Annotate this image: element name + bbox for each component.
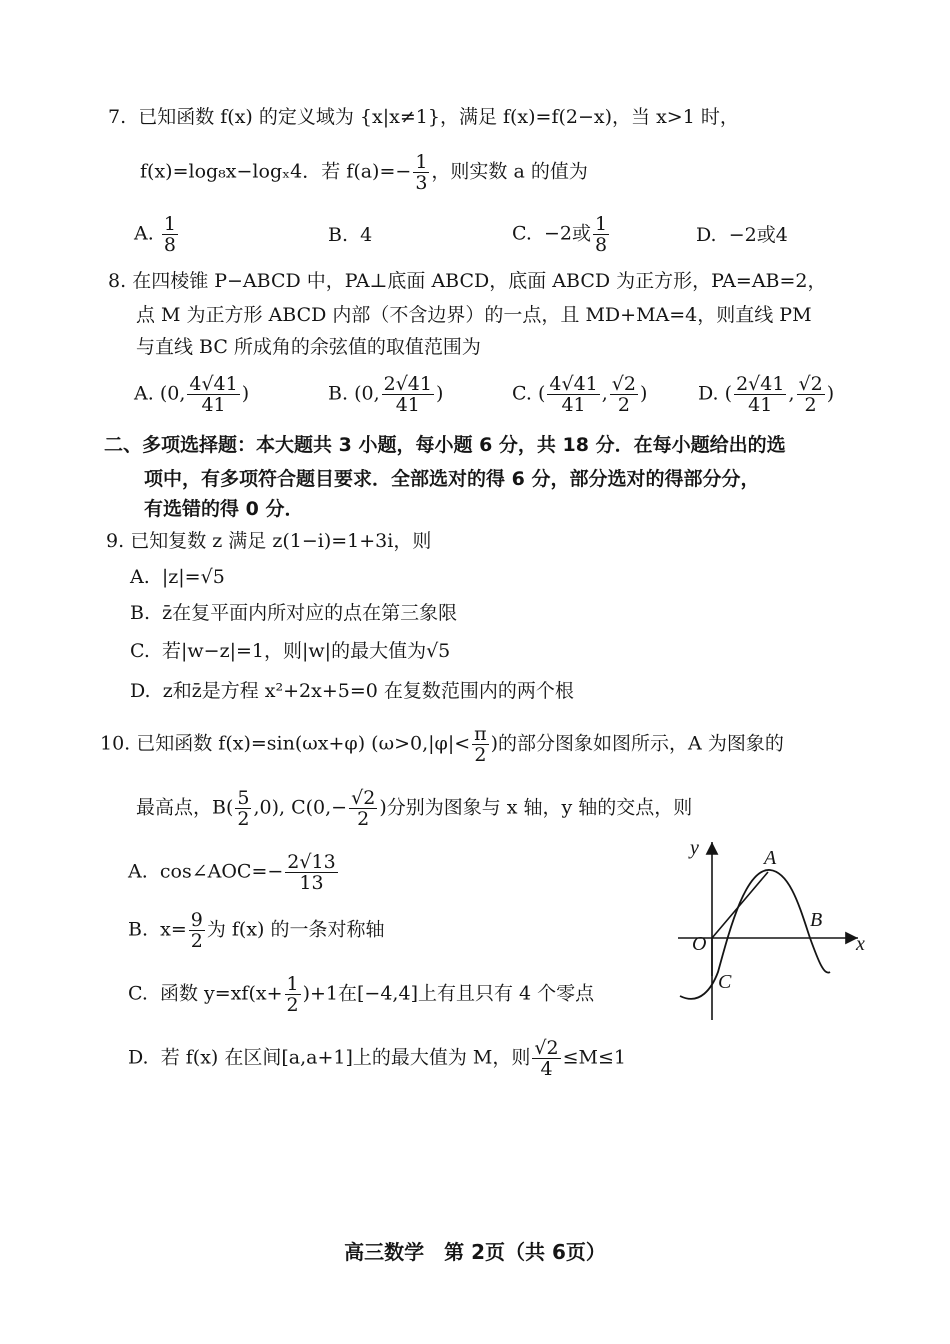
q10-option-a: A. cos∠AOC=− $\frac{2√13}{13}$ xyxy=(128,851,336,894)
q8-line3 xyxy=(136,334,481,360)
q8-option-b: B. (0, $\frac{2√41}{41}$ ) xyxy=(328,373,444,416)
page-footer: 高三数学 第 2页（共 6页） xyxy=(344,1240,606,1264)
section-heading-line1: 二、多项选择题：本大题共 3 小题，每小题 6 分，共 18 分．在每小题给出的选 xyxy=(104,434,786,456)
section-heading-line3: 有选错的得 0 分． xyxy=(144,498,304,520)
q7-number: 7. xyxy=(108,106,127,128)
q7-option-c: C. −2或 $\frac{1}{8}$ xyxy=(512,213,608,256)
q10-option-b: B. x= $\frac{9}{2}$ 为 f(x) 的一条对称轴 xyxy=(128,909,385,952)
q7-stem-line2a: f(x)=log₈x−logₓ4．若 f(a)=− xyxy=(140,160,412,183)
q8-stem-line2: 点 M 为正方形 ABCD 内部（不含边界）的一点，且 MD+MA=4，则直线 PM xyxy=(136,304,812,326)
graph-label-o: O xyxy=(692,933,707,955)
q7-line1 xyxy=(108,104,739,130)
graph-label-x: x xyxy=(856,933,865,955)
q10-line1: 10. 已知函数 f(x)=sin(ωx+φ) (ω>0,|φ|< $\frac{\pi}{2}$ )的部分图象如图所示，A 为图象的 xyxy=(100,723,784,766)
q9-option-c: C. 若|w−z|=1，则|w|的最大值为√5 xyxy=(130,640,451,662)
q8-stem-line3: 与直线 BC 所成角的余弦值的取值范围为 xyxy=(136,336,481,358)
q10-line2: 最高点，B( $\frac{5}{2}$ ,0), C(0,− $\frac{√2}{2}$ )分别为图象与 x 轴，y 轴的交点，则 xyxy=(136,787,693,830)
q10-fraction-pi: $\frac{\pi}{2}$ xyxy=(474,723,487,766)
graph-label-c: C xyxy=(718,971,732,993)
q7-stem-line1: 已知函数 f(x) 的定义域为 {x|x≠1}，满足 f(x)=f(2−x)，当 x>1 时， xyxy=(138,106,739,128)
q7-option-b: B. 4 xyxy=(328,224,373,246)
q7-stem-line2b: ，则实数 a 的值为 xyxy=(431,160,588,183)
q7-option-d: D. −2或4 xyxy=(696,224,788,246)
q9-number: 9. xyxy=(106,530,125,552)
q10-number: 10. xyxy=(100,732,131,755)
q8-option-a: A. (0, $\frac{4√41}{41}$ ) xyxy=(134,373,250,416)
section-heading-line2: 项中，有多项符合题目要求．全部选对的得 6 分，部分选对的得部分分， xyxy=(144,468,760,490)
q9-option-b: B. z̄在复平面内所对应的点在第三象限 xyxy=(130,602,458,624)
q9-stem-text: 已知复数 z 满足 z(1−i)=1+3i，则 xyxy=(130,530,432,552)
graph-label-y: y xyxy=(690,837,699,859)
q8-line2 xyxy=(136,302,812,328)
q9-option-a: A. |z|=√5 xyxy=(130,566,225,588)
segment-oa xyxy=(712,872,768,938)
graph-label-b: B xyxy=(810,909,823,931)
q10-option-c: C. 函数 y=xf(x+ $\frac{1}{2}$ )+1在[−4,4]上有且只有 4 个零点 xyxy=(128,973,595,1016)
q8-line1 xyxy=(108,268,827,294)
q9-stem xyxy=(106,528,431,554)
q9-option-d: D. z和z̄是方程 x²+2x+5=0 在复数范围内的两个根 xyxy=(130,680,574,702)
q8-option-d: D. ( $\frac{2√41}{41}$ , $\frac{√2}{2}$ ) xyxy=(698,373,835,416)
q10-option-d: D. 若 f(x) 在区间[a,a+1]上的最大值为 M，则 $\frac{√2}{4}$ ≤M≤1 xyxy=(128,1037,626,1080)
q7-fraction: $\frac{1}{3}$ xyxy=(415,151,428,194)
q8-option-c: C. ( $\frac{4√41}{41}$ , $\frac{√2}{2}$ ) xyxy=(512,373,648,416)
q8-stem-line1: 在四棱锥 P−ABCD 中，PA⊥底面 ABCD，底面 ABCD 为正方形，PA=AB=2， xyxy=(132,270,827,292)
graph-label-a: A xyxy=(764,847,777,869)
q10-function-graph xyxy=(660,828,880,1028)
q7-line2 xyxy=(140,152,588,193)
q7-option-a: A. $\frac{1}{8}$ xyxy=(134,213,176,256)
q8-number: 8. xyxy=(108,270,127,292)
